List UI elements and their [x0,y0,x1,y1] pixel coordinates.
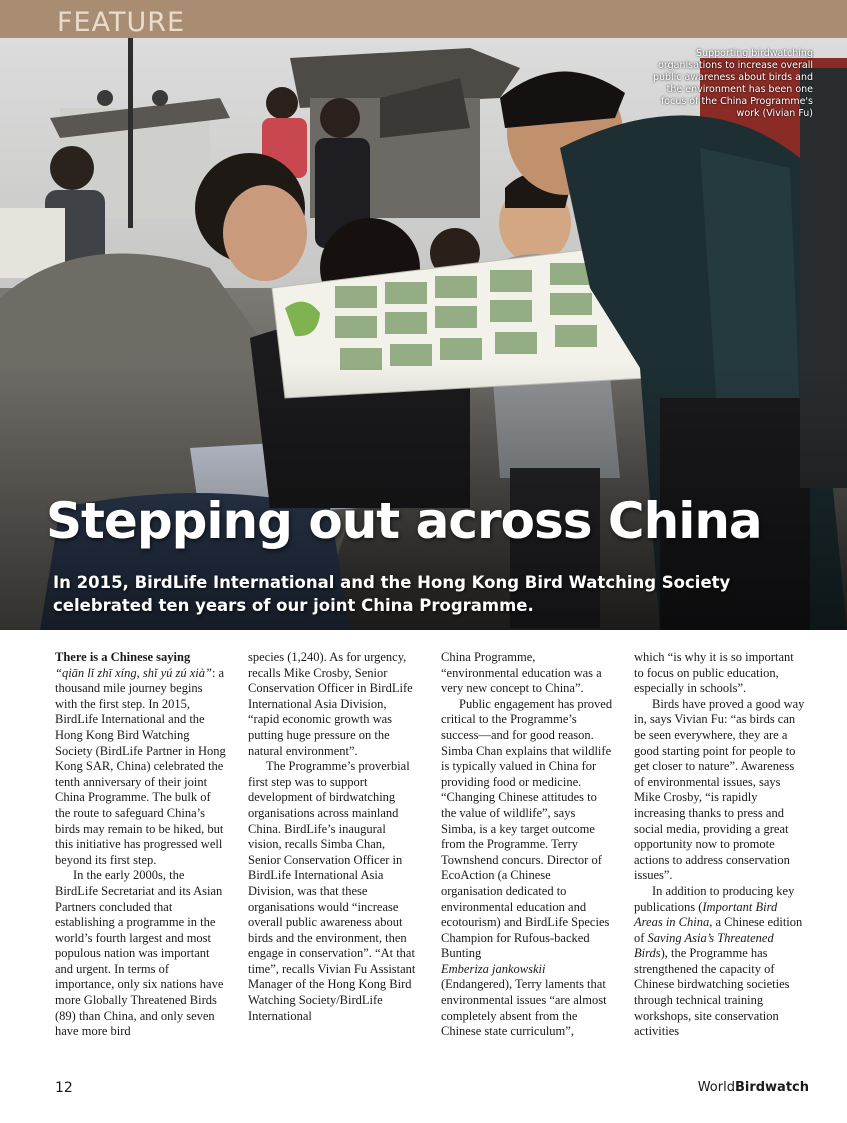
body-text: : a thousand mile journey begins with the first step. In 2015, BirdLife International and the Hong Kong Bird Watching Society (BirdLife Partner in Hong Kong SAR, China) celebrated the tenth anniversary of their joint China Programme. The bulk of the route to safeguard China’s birds may remain to be hiked, but this initiative has progressed well beyond its first step. [55,665,226,867]
section-label: FEATURE [57,7,186,38]
article-column-2 [248,650,420,1024]
article-column-4 [634,650,806,1040]
publication-title: Saving Asia’s Threatened Birds [634,930,774,961]
body-text: ), the Programme has strengthened the capacity of Chinese birdwatching societies through technical training workshops, site conservation activities [634,946,790,1039]
magazine-name [698,1080,809,1095]
body-text: (Endangered), Terry laments that environmental issues “are almost completely absent from the Chinese state curriculum”, [441,977,607,1039]
body-paragraph: In addition to producing key publications ( [634,883,795,914]
article-column-1 [55,650,227,1040]
article-column-3 [441,650,613,1040]
article-standfirst: In 2015, BirdLife International and the Hong Kong Bird Watching Society celebrated ten years of our joint China Programme. [53,573,731,615]
body-paragraph: The Programme’s proverbial first step was to support development of birdwatching organisations across mainland China. BirdLife’s inaugural vision, recalls Simba Chan, Senior Conservation Officer in BirdLife International Asia Division, was that these organisations would “increase overall public awareness about birds and the environment, then engage in conservation”. “At that time”, recalls Vivian Fu Assistant Manager of the Hong Kong Bird Watching Society/BirdLife International [248,759,416,1023]
body-text: , a Chinese edition of [634,915,803,945]
body-text: species (1,240). As for urgency, recalls Mike Crosby, Senior Conservation Officer in BirdLife International Asia Division, “rapid economic growth was putting huge pressure on the natural environment”. [248,650,413,758]
article-title: Stepping out across China [46,492,762,550]
body-paragraph: Public engagement has proved critical to the Programme’s success—and for good reason. Simba Chan explains that wildlife is typically valued in China for providing food or medicine. “Changing Chinese attitudes to the value of wildlife”, says Simba, is a key target outcome from the Programme. Terry Townshend concurs. Director of EcoAction (a Chinese organisation dedicated to environmental education and ecotourism) and BirdLife Species Champion for Rufous-backed Bunting [441,696,613,961]
body-paragraph: Birds have proved a good way in, says Vivian Fu: “as birds can be seen everywhere, they are a good starting point for people to get closer to nature”. Awareness of environmental issues, says Mike Crosby, “is rapidly increasing thanks to press and social media, providing a great opportunity now to promote actions to address conservation issues”. [634,696,805,883]
body-text: which “is why it is so important to focus on public education, especially in schools”. [634,650,794,696]
body-paragraph: In the early 2000s, the BirdLife Secretariat and its Asian Partners concluded that establishing a programme in the world’s fourth largest and most populous nation was important and urgent. In terms of importance, only six nations have more Globally Threatened Birds (89) than China, and only seven have more bird [55,868,224,1039]
magazine-name-prefix: World [697,1080,735,1095]
page-number: 12 [55,1080,73,1096]
lead-in: There is a Chinese saying [55,650,191,664]
publication-title: Important Bird Areas in China [634,899,778,930]
chinese-saying: “qiān lǐ zhī xíng, shǐ yú zú xià” [55,665,212,680]
photo-caption: Supporting birdwatching organisations to increase overall public awareness about birds and the environment has been one focus of the China Programme's work (Vivian Fu) [652,48,813,119]
body-text: China Programme, “environmental education was a very new concept to China”. [441,650,602,696]
magazine-name-suffix: Birdwatch [734,1080,809,1095]
species-name: Emberiza jankowskii [441,961,546,976]
